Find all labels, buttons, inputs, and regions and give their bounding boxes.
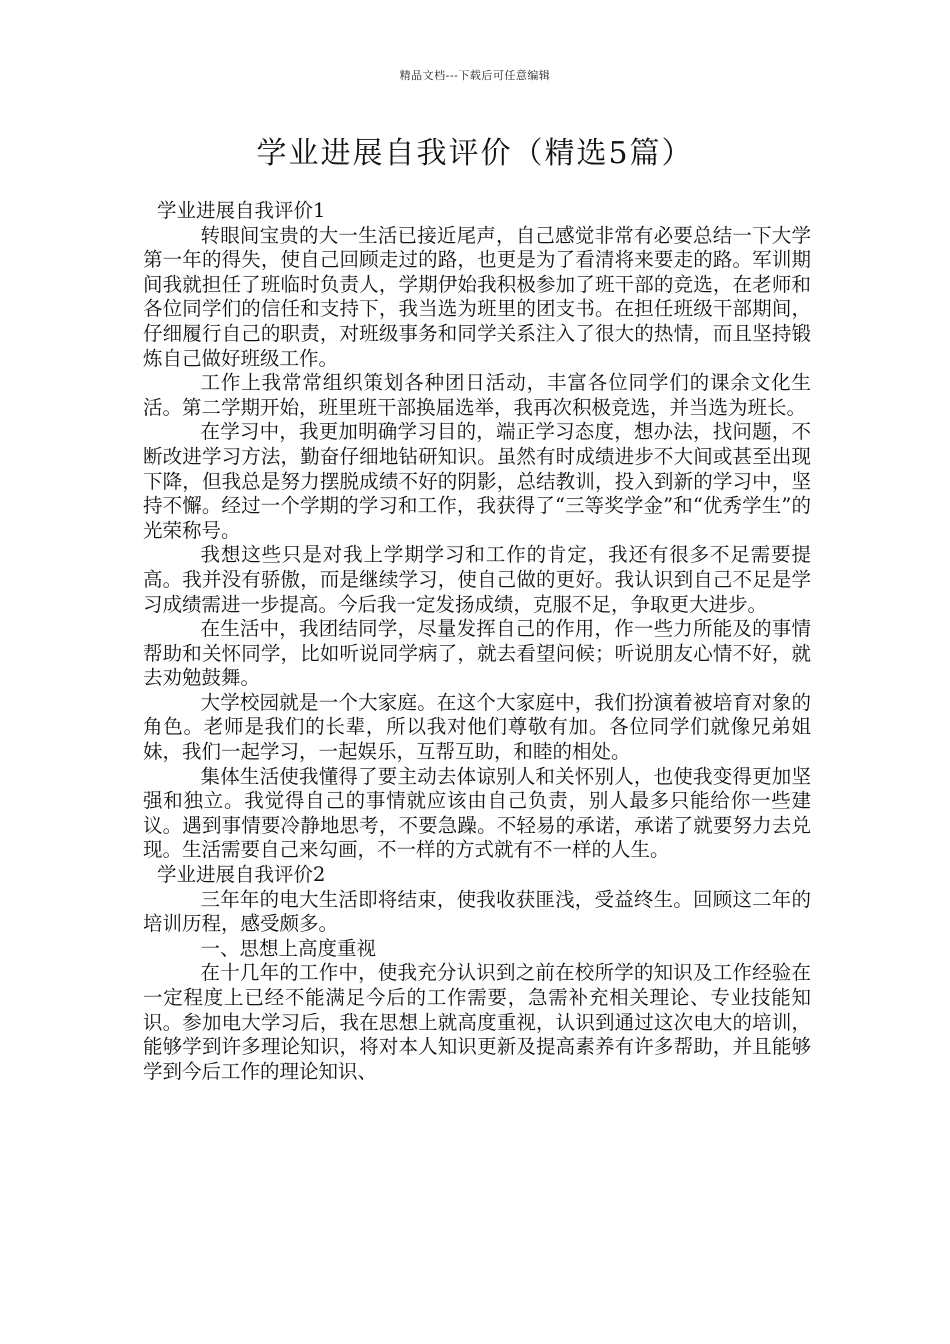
section-heading-1: 学业进展自我评价1 bbox=[157, 199, 326, 222]
paragraph: 大学校园就是一个大家庭。在这个大家庭中，我们扮演着被培育对象的角色。老师是我们的长辈，所以我对他们尊敬有加。各位同学们就像兄弟姐妹，我们一起学习，一起娱乐，互帮互助，和睦的相处。 bbox=[143, 690, 811, 764]
paragraph: 集体生活使我懂得了要主动去体谅别人和关怀别人，也使我变得更加坚强和独立。我觉得自己的事情就应该由自己负责，别人最多只能给你一些建议。遇到事情要冷静地思考，不要急躁。不轻易的承诺，承诺了就要努力去兑现。生活需要自己来勾画，不一样的方式就有不一样的人生。 bbox=[143, 764, 811, 862]
paragraph: 在生活中，我团结同学，尽量发挥自己的作用，作一些力所能及的事情帮助和关怀同学，比如听说同学病了，就去看望问候；听说朋友心情不好，就去劝勉鼓舞。 bbox=[143, 617, 811, 690]
document-title: 学业进展自我评价（精选5篇） bbox=[256, 136, 694, 171]
paragraph: 在学习中，我更加明确学习目的，端正学习态度，想办法，找问题，不断改进学习方法，勤奋仔细地钻研知识。虽然有时成绩进步不大间或甚至出现下降，但我总是努力摆脱成绩不好的阴影，总结教训，投入到新的学习中，坚持不懈。经过一个学期的学习和工作，我获得了“三等奖学金”和“优秀学生”的光荣称号。 bbox=[143, 420, 811, 542]
header-note: 精品文档---下载后可任意编辑 bbox=[399, 69, 551, 82]
paragraph: 工作上我常常组织策划各种团日活动，丰富各位同学们的课余文化生活。第二学期开始，班里班干部换届选举，我再次积极竞选，并当选为班长。 bbox=[143, 371, 811, 419]
paragraph: 我想这些只是对我上学期学习和工作的肯定，我还有很多不足需要提高。我并没有骄傲，而是继续学习，使自己做的更好。我认识到自己不足是学习成绩需进一步提高。今后我一定发扬成绩，克服不足，争取更大进步。 bbox=[143, 543, 811, 616]
paragraph: 转眼间宝贵的大一生活已接近尾声，自己感觉非常有必要总结一下大学第一年的得失，使自己回顾走过的路，也更是为了看清将来要走的路。军训期间我就担任了班临时负责人，学期伊始我积极参加了班干部的竞选，在老师和各位同学们的信任和支持下，我当选为班里的团支书。在担任班级干部期间，仔细履行自己的职责，对班级事务和同学关系注入了很大的热情，而且坚持锻炼自己做好班级工作。 bbox=[143, 223, 811, 370]
subheading: 一、思想上高度重视 bbox=[200, 936, 377, 960]
section-heading-2: 学业进展自我评价2 bbox=[157, 863, 326, 887]
document-body bbox=[143, 199, 811, 1084]
paragraph: 三年年的电大生活即将结束，使我收获匪浅，受益终生。回顾这二年的培训历程，感受颇多。 bbox=[143, 887, 811, 936]
paragraph: 在十几年的工作中，使我充分认识到之前在校所学的知识及工作经验在一定程度上已经不能满足今后的工作需要，急需补充相关理论、专业技能知识。参加电大学习后，我在思想上就高度重视，认识到通过这次电大的培训，能够学到许多理论知识，将对本人知识更新及提高素养有许多帮助，并且能够学到今后工作的理论知识、 bbox=[143, 961, 811, 1083]
